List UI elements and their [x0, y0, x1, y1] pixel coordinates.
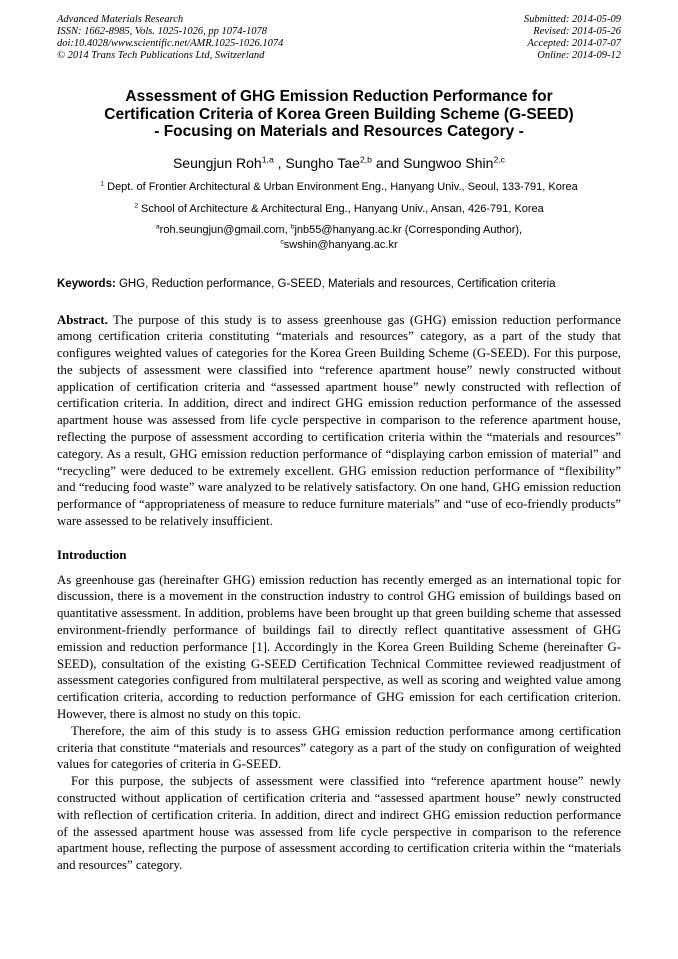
affiliation-1 [57, 181, 621, 194]
author-emails [57, 223, 621, 253]
title-line-1: Assessment of GHG Emission Reduction Performance for [125, 88, 553, 105]
introduction-paragraph-3: For this purpose, the subjects of assessment were classified into “reference apartment house” newly constructed without application of certification criteria and “assessed apartment house” newly constructed with reflection of certification criteria. In addition, direct and indirect GHG emission reduction performance of the assessed apartment house was assessed from life cycle perspective in comparison to the reference apartment house, reflecting the purpose of assessment according to certification criteria within the “materials and resources” category. [57, 774, 621, 873]
revised-date: Revised: 2014-05-26 [533, 26, 621, 37]
issn-line: ISSN: 1662-8985, Vols. 1025-1026, pp 1074-1078 [57, 26, 267, 37]
author-separator: , [273, 154, 286, 171]
affiliation-text: School of Architecture & Architectural Eng., Hanyang Univ., Ansan, 426-791, Korea [137, 202, 544, 215]
introduction-paragraph-1: As greenhouse gas (hereinafter GHG) emission reduction has recently emerged as an international topic for discussion, there is a movement in the construction industry to control GHG emission of buildings based on quantitative assessment. In addition, problems have been brought up that green building scheme that assessed environment-friendly performance of buildings fail to directly reflect quantitative assessment of GHG emission and reduction performance [1]. Accordingly in the Korea Green Building Scheme (hereinafter G-SEED), consultation of the existing G-SEED Certification Technical Committee reviewed readjustment of assessment categories configured from multilateral perspective, as well as scoring and weighted value among certification criteria, according to reduction performance of GHG emission for each certification criterion. However, there is almost no study on this topic. [57, 572, 621, 722]
keywords-text: GHG, Reduction performance, G-SEED, Materials and resources, Certification criteria [115, 277, 556, 290]
author-separator: and [372, 154, 404, 171]
accepted-date: Accepted: 2014-07-07 [527, 38, 621, 49]
email-mark-c: c [280, 237, 284, 245]
email-line-1 [57, 223, 621, 238]
email-line-2 [57, 238, 621, 253]
submitted-date: Submitted: 2014-05-09 [523, 14, 621, 25]
email-mark-b: b [290, 222, 295, 230]
copyright-line: © 2014 Trans Tech Publications Ltd, Switzerland [57, 50, 265, 61]
keywords-label: Keywords: [57, 277, 116, 290]
affiliation-mark: 1 [100, 179, 105, 187]
author-name: Seungjun Roh [172, 154, 262, 171]
journal-info [57, 14, 283, 62]
authors-line [57, 154, 621, 172]
affiliation-text: Dept. of Frontier Architectural & Urban Environment Eng., Hanyang Univ., Seoul, 133-791, Korea [104, 180, 578, 193]
keywords-line [57, 277, 621, 291]
email-a: roh.seungjun@gmail.com, [159, 223, 291, 236]
introduction-heading: Introduction [57, 547, 127, 562]
affiliation-2 [57, 203, 621, 216]
author-name: Sungwoo Shin [403, 154, 494, 171]
author-affiliation-mark: 2,c [493, 153, 506, 164]
submission-dates [524, 14, 621, 62]
paper-title [57, 88, 621, 141]
title-line-3: - Focusing on Materials and Resources Category - [154, 123, 524, 140]
publication-header [57, 14, 621, 62]
author-affiliation-mark: 1,a [261, 153, 274, 164]
email-b: jnb55@hanyang.ac.kr (Corresponding Author), [294, 223, 523, 236]
email-mark-a: a [155, 222, 160, 230]
affiliation-mark: 2 [134, 201, 138, 209]
abstract-text: The purpose of this study is to assess greenhouse gas (GHG) emission reduction performance among certification criteria constituting “materials and resources” category, as a part of the study that configures weighted values of categories for the Korea Green Building Scheme (G-SEED). For this purpose, the subjects of assessment were classified into “reference apartment house” newly constructed without application of certification criteria and “assessed apartment house” newly constructed with reflection of certification criteria. In addition, direct and indirect GHG emission reduction performance of the assessed apartment house was assessed from life cycle perspective in comparison to the reference apartment house, reflecting the purpose of assessment according to certification criteria within the “materials and resources” category. As a result, GHG emission reduction performance of “displaying carbon emission of material” and “recycling” were deduced to be extremely excellent. GHG emission reduction performance of “flexibility” and “reducing food waste” ware analyzed to be relatively satisfactory. On one hand, GHG emission reduction performance of “appropriateness of measure to reduce furniture materials” and “use of eco-friendly products” ware assessed to be relatively insufficient. [57, 312, 621, 529]
email-c: swshin@hanyang.ac.kr [283, 238, 398, 251]
author-name: Sungho Tae [285, 154, 360, 171]
title-line-2: Certification Criteria of Korea Green Building Scheme (G-SEED) [104, 105, 574, 123]
journal-name: Advanced Materials Research [57, 14, 184, 25]
abstract-paragraph [57, 312, 621, 530]
abstract-label: Abstract. [57, 312, 108, 327]
introduction-paragraph-2: Therefore, the aim of this study is to assess GHG emission reduction performance among certification criteria that constitute “materials and resources” category as a part of the study on configuration of weighted values for categories of criteria in G-SEED. [57, 723, 621, 772]
author-affiliation-mark: 2,b [359, 153, 372, 164]
online-date: Online: 2014-09-12 [537, 50, 621, 61]
doi-line: doi:10.4028/www.scientific.net/AMR.1025-1026.1074 [57, 38, 284, 49]
